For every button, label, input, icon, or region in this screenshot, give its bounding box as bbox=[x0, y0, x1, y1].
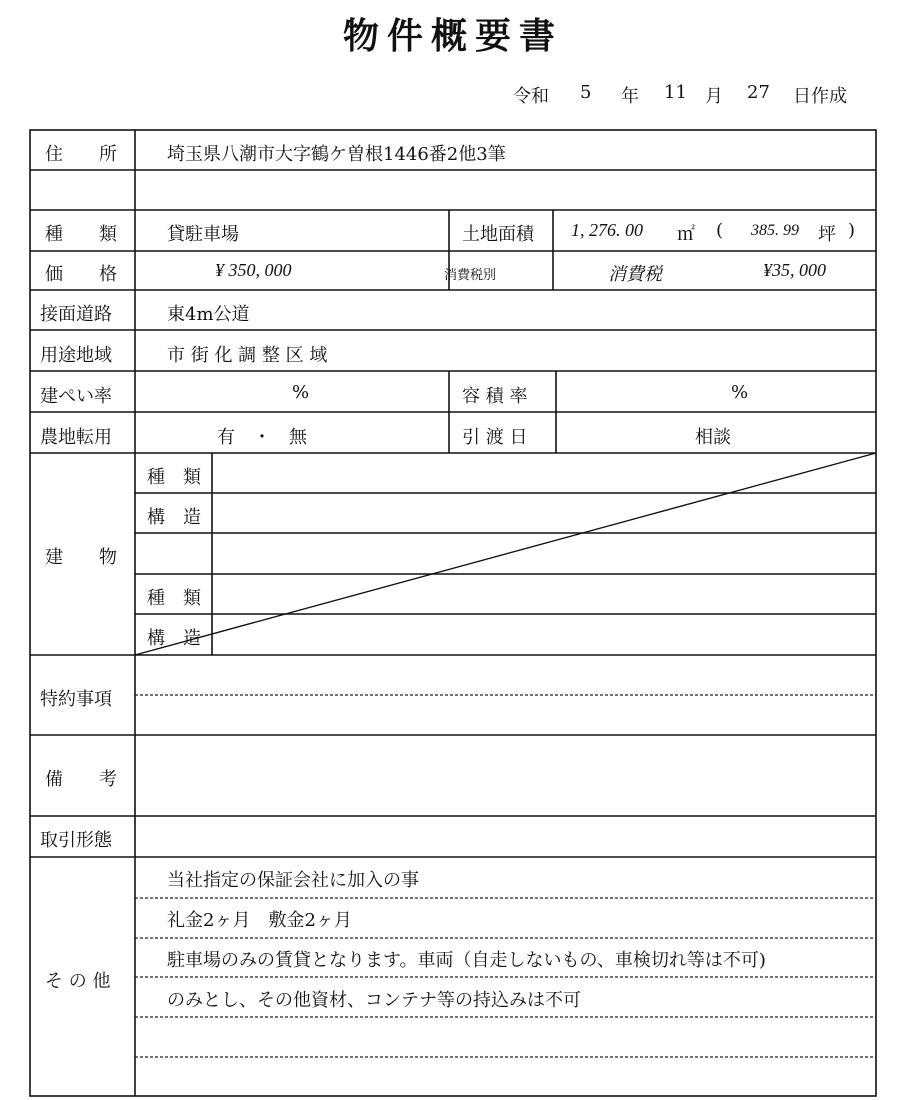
land-area-unit-tsubo: 坪 bbox=[818, 224, 836, 245]
other-label: そ の 他 bbox=[45, 971, 111, 992]
type-label: 種 類 bbox=[45, 224, 117, 245]
bcr-value: % bbox=[292, 382, 310, 403]
bcr-label: 建ぺい率 bbox=[40, 386, 112, 407]
farmland-value: 有 ・ 無 bbox=[217, 427, 307, 448]
far-label: 容 積 率 bbox=[462, 386, 528, 407]
handover-value: 相談 bbox=[695, 427, 731, 448]
land-area-tsubo: 385. 99 bbox=[751, 222, 799, 239]
date-month: 11 bbox=[664, 82, 687, 103]
remarks-label: 備 考 bbox=[45, 769, 117, 790]
address-label: 住 所 bbox=[45, 144, 117, 165]
road-value: 東4m公道 bbox=[167, 304, 250, 325]
address-value: 埼玉県八潮市大字鶴ケ曽根1446番2他3筆 bbox=[167, 144, 506, 165]
building-label: 建 物 bbox=[45, 547, 117, 568]
other-line-4: のみとし、その他資材、コンテナ等の持込みは不可 bbox=[167, 990, 581, 1011]
other-line-1: 当社指定の保証会社に加入の事 bbox=[167, 870, 419, 891]
building-sub-type-2: 種 類 bbox=[147, 588, 201, 609]
transaction-type-label: 取引形態 bbox=[40, 830, 112, 851]
farmland-label: 農地転用 bbox=[40, 427, 112, 448]
land-area-unit-sqm: ㎡ bbox=[677, 224, 695, 245]
tax-label: 消費税 bbox=[608, 264, 662, 284]
other-line-2: 礼金2ヶ月 敷金2ヶ月 bbox=[167, 910, 352, 931]
land-area-sqm: 1, 276. 00 bbox=[571, 220, 643, 240]
building-sub-type-1: 種 類 bbox=[147, 467, 201, 488]
price-label: 価 格 bbox=[45, 264, 117, 285]
land-area-close-paren: ) bbox=[848, 220, 856, 241]
tax-value: ¥35, 000 bbox=[763, 260, 826, 280]
road-label: 接面道路 bbox=[40, 304, 112, 325]
price-value: ¥ 350, 000 bbox=[215, 260, 292, 280]
date-day: 27 bbox=[747, 82, 770, 103]
date-year: 5 bbox=[580, 82, 592, 103]
date-year-unit: 年 bbox=[621, 86, 639, 107]
document-title: 物件概要書 bbox=[342, 15, 563, 57]
date-era: 令和 bbox=[513, 86, 549, 107]
far-value: % bbox=[731, 382, 749, 403]
land-area-label: 土地面積 bbox=[462, 224, 534, 245]
other-line-3: 駐車場のみの賃貸となります。車両（自走しないもの、車検切れ等は不可) bbox=[167, 950, 766, 971]
date-suffix: 日作成 bbox=[793, 86, 847, 107]
zoning-label: 用途地域 bbox=[40, 345, 112, 366]
price-tax-note: 消費税別 bbox=[444, 268, 497, 283]
special-terms-label: 特約事項 bbox=[40, 689, 112, 710]
building-sub-structure-2: 構 造 bbox=[147, 628, 201, 649]
zoning-value: 市 街 化 調 整 区 域 bbox=[167, 345, 328, 366]
building-sub-structure-1: 構 造 bbox=[147, 507, 201, 528]
land-area-open-paren: ( bbox=[716, 220, 724, 241]
handover-label: 引 渡 日 bbox=[462, 427, 528, 448]
type-value: 貸駐車場 bbox=[167, 224, 239, 245]
date-month-unit: 月 bbox=[705, 86, 723, 107]
